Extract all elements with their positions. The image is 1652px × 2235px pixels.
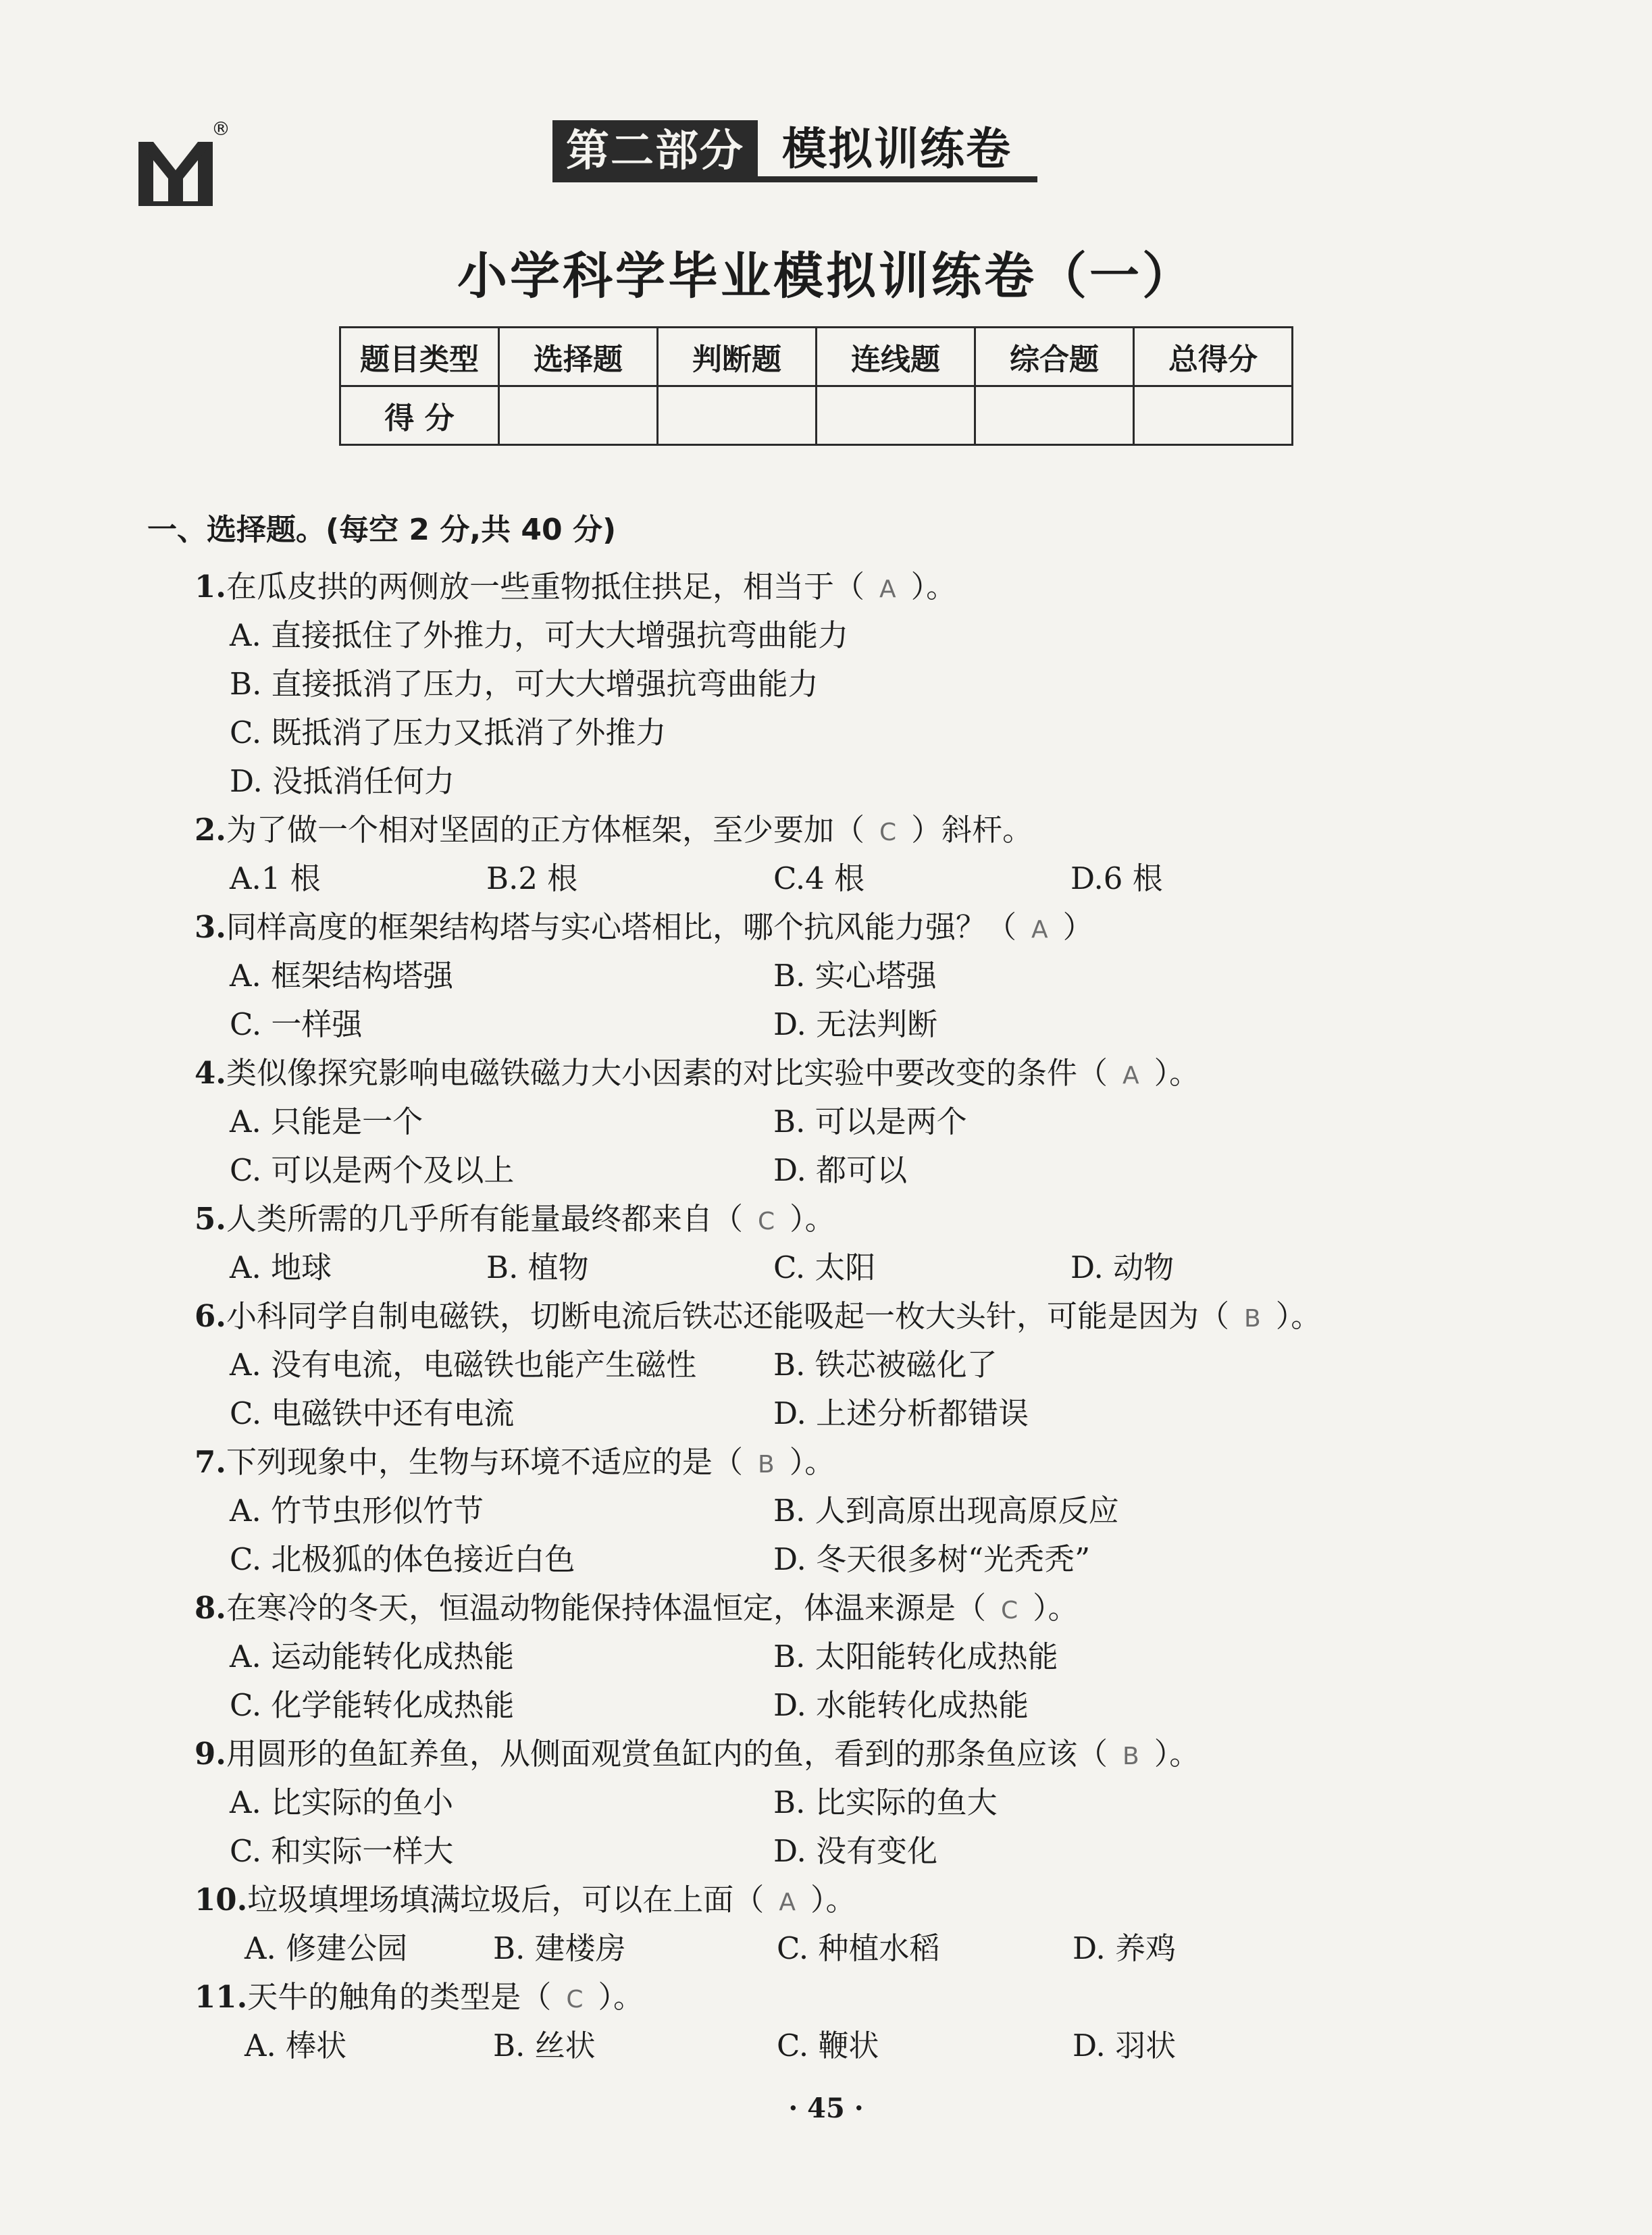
answer-option: B. 可以是两个 [773, 1104, 967, 1139]
answer-option: D.6 根 [1070, 860, 1163, 896]
answer-option: B. 植物 [486, 1250, 589, 1285]
question-text: ）。 [1154, 1055, 1200, 1091]
question-number: 9. [195, 1736, 226, 1772]
answer-option: B. 丝状 [493, 2028, 596, 2063]
question-text: 在寒冷的冬天，恒温动物能保持体温恒定，体温来源是（ [226, 1590, 986, 1626]
score-table-header-cell: 题目类型 [340, 328, 499, 386]
answer-mark: B [758, 1451, 775, 1479]
answer-option: A.1 根 [230, 860, 321, 896]
answer-mark: B [1122, 1743, 1139, 1770]
answer-option: B. 直接抵消了压力，可大大增强抗弯曲能力 [230, 666, 819, 702]
question-number: 10. [195, 1882, 248, 1918]
part-name: 模拟训练卷 [758, 122, 1037, 182]
answer-option: A. 运动能转化成热能 [230, 1639, 515, 1674]
score-table-header-row [340, 328, 1293, 386]
question-text: ）。 [598, 1979, 644, 2015]
answer-mark: C [566, 1986, 584, 2013]
question-stem [195, 805, 1033, 849]
question-text: 同样高度的框架结构塔与实心塔相比，哪个抗风能力强？（ [226, 909, 1016, 945]
answer-option: B. 实心塔强 [773, 958, 937, 994]
answer-mark: C [1001, 1597, 1018, 1624]
score-cell [1134, 386, 1293, 445]
answer-option: B. 太阳能转化成热能 [773, 1639, 1058, 1674]
question-stem [195, 562, 956, 606]
question-text: 为了做一个相对坚固的正方体框架，至少要加（ [226, 812, 864, 848]
score-cell [499, 386, 658, 445]
score-table [339, 326, 1293, 446]
answer-mark: C [758, 1208, 775, 1235]
part-banner [552, 120, 1037, 182]
part-label: 第二部分 [552, 120, 758, 182]
question-number: 4. [195, 1055, 226, 1091]
score-table-score-row [340, 386, 1293, 445]
answer-option: C. 太阳 [773, 1250, 876, 1285]
answer-option: C. 一样强 [230, 1006, 363, 1042]
answer-option: A. 比实际的鱼小 [230, 1784, 454, 1820]
answer-option: D. 养鸡 [1073, 1930, 1177, 1966]
question-text: ）。 [810, 1882, 856, 1918]
score-table-header-cell: 总得分 [1134, 328, 1293, 386]
question-stem [195, 1972, 644, 2016]
answer-option: D. 没有变化 [773, 1833, 938, 1869]
question-text: 下列现象中，生物与环境不适应的是（ [226, 1444, 743, 1480]
question-stem [195, 1875, 856, 1919]
answer-option: D. 都可以 [773, 1152, 908, 1188]
answer-option: C. 北极狐的体色接近白色 [230, 1541, 575, 1577]
answer-mark: C [879, 819, 897, 846]
question-text: ）。 [1154, 1736, 1200, 1772]
answer-option: C. 鞭状 [777, 2028, 879, 2063]
question-text: 垃圾填埋场填满垃圾后，可以在上面（ [247, 1882, 765, 1918]
score-cell [817, 386, 975, 445]
score-table-header-cell: 判断题 [658, 328, 817, 386]
question-number: 2. [195, 812, 226, 848]
question-text: ） [1062, 909, 1093, 945]
question-text: ）斜杆。 [911, 812, 1033, 848]
score-row-label: 得 分 [340, 386, 499, 445]
question-number: 8. [195, 1590, 226, 1626]
logo-mark-icon [138, 122, 213, 209]
question-text: 在瓜皮拱的两侧放一些重物抵住拱足，相当于（ [226, 569, 864, 605]
page-number: · 45 · [788, 2092, 864, 2124]
answer-mark: A [1122, 1062, 1139, 1089]
question-text: ）。 [1033, 1590, 1079, 1626]
answer-mark: A [779, 1889, 796, 1916]
answer-mark: A [1031, 916, 1048, 944]
question-stem [195, 1291, 1321, 1335]
answer-mark: B [1244, 1305, 1261, 1333]
answer-option: D. 冬天很多树“光秃秃” [773, 1541, 1091, 1577]
question-text: 天牛的触角的类型是（ [247, 1979, 552, 2015]
question-number: 11. [195, 1979, 248, 2015]
answer-option: D. 无法判断 [773, 1006, 938, 1042]
answer-option: A. 竹节虫形似竹节 [230, 1493, 484, 1528]
answer-option: C. 和实际一样大 [230, 1833, 454, 1869]
question-number: 3. [195, 909, 226, 945]
answer-option: A. 只能是一个 [230, 1104, 423, 1139]
question-number: 1. [195, 569, 226, 605]
answer-option: C. 电磁铁中还有电流 [230, 1395, 515, 1431]
question-stem [195, 1194, 835, 1238]
question-stem [195, 1048, 1199, 1092]
question-stem [195, 1437, 835, 1481]
answer-option: C. 可以是两个及以上 [230, 1152, 515, 1188]
question-number: 7. [195, 1444, 226, 1480]
answer-option: A. 直接抵住了外推力，可大大增强抗弯曲能力 [230, 617, 849, 653]
question-text: ）。 [790, 1201, 835, 1237]
answer-option: B. 比实际的鱼大 [773, 1784, 998, 1820]
question-text: 用圆形的鱼缸养鱼，从侧面观赏鱼缸内的鱼，看到的那条鱼应该（ [226, 1736, 1108, 1772]
question-text: 人类所需的几乎所有能量最终都来自（ [226, 1201, 743, 1237]
answer-option: A. 地球 [230, 1250, 332, 1285]
answer-option: B. 人到高原出现高原反应 [773, 1493, 1119, 1528]
score-table-header-cell: 连线题 [817, 328, 975, 386]
score-cell [658, 386, 817, 445]
answer-option: A. 修建公园 [244, 1930, 408, 1966]
answer-option: A. 没有电流，电磁铁也能产生磁性 [230, 1347, 697, 1383]
question-text: ）。 [789, 1444, 835, 1480]
publisher-logo [138, 118, 230, 209]
question-text: 类似像探究影响电磁铁磁力大小因素的对比实验中要改变的条件（ [226, 1055, 1108, 1091]
answer-option: B. 建楼房 [493, 1930, 626, 1966]
answer-option: C. 化学能转化成热能 [230, 1687, 515, 1723]
question-number: 6. [195, 1298, 226, 1334]
question-stem [195, 1583, 1079, 1627]
answer-option: D. 上述分析都错误 [773, 1395, 1029, 1431]
question-stem [195, 1729, 1199, 1773]
answer-option: D. 没抵消任何力 [230, 763, 455, 799]
score-table-header-cell: 选择题 [499, 328, 658, 386]
answer-option: A. 棒状 [244, 2028, 347, 2063]
answer-option: C.4 根 [773, 860, 865, 896]
question-number: 5. [195, 1201, 226, 1237]
registered-mark: ® [211, 118, 230, 140]
answer-option: C. 既抵消了压力又抵消了外推力 [230, 715, 667, 750]
answer-option: D. 羽状 [1073, 2028, 1177, 2063]
page-title: 小学科学毕业模拟训练卷（一） [457, 247, 1195, 305]
question-stem [195, 902, 1093, 946]
answer-option: D. 水能转化成热能 [773, 1687, 1029, 1723]
answer-option: C. 种植水稻 [777, 1930, 940, 1966]
answer-option: A. 框架结构塔强 [230, 958, 454, 994]
question-text: ）。 [910, 569, 957, 605]
section-heading: 一、选择题。(每空 2 分,共 40 分) [147, 513, 617, 547]
answer-option: B. 铁芯被磁化了 [773, 1347, 998, 1383]
answer-option: B.2 根 [486, 860, 578, 896]
answer-mark: A [879, 575, 896, 603]
answer-option: D. 动物 [1070, 1250, 1175, 1285]
question-text: 小科同学自制电磁铁，切断电流后铁芯还能吸起一枚大头针，可能是因为（ [226, 1298, 1229, 1334]
score-cell [975, 386, 1134, 445]
score-table-header-cell: 综合题 [975, 328, 1134, 386]
question-text: ）。 [1275, 1298, 1322, 1334]
